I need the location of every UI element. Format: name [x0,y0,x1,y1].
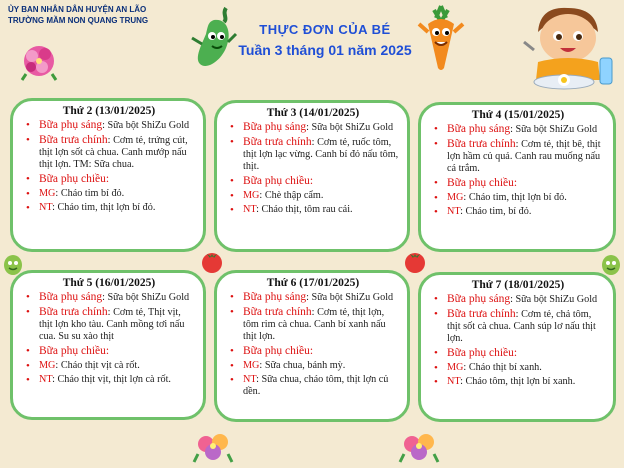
bullet-icon: • [230,306,234,318]
bullet-icon: • [26,202,30,214]
afternoon-item [431,347,605,360]
page-title-block [220,22,430,58]
afternoon-item [23,345,195,358]
day-card-title: Thứ 2 (13/01/2025) [62,105,156,117]
pea-icon [600,252,622,276]
meal-text: Cháo tim, thịt lợn bí đỏ. [468,192,567,203]
nt-item: • NT: Cháo thịt, tôm rau cải. [230,204,353,216]
group-label: NT [447,206,461,217]
flower-bouquet-icon [18,40,60,82]
mg-item: • MG: Chè thập cẩm. [230,190,324,202]
meal-text: Chè thập cẩm. [264,190,324,201]
group-label: MG [243,360,260,371]
meal-text: Cơm tẻ, ruốc tôm, thịt lợn lạc vừng. Canh bí đỏ nấu tôm, thịt. [243,137,399,172]
bullet-icon: • [230,204,234,216]
meal-text: Cơm tẻ, thịt lợn, tôm rim cà chua. Canh bí xanh nấu thịt lợn. [243,307,386,342]
meal-text: Cháo tim bí đỏ. [60,188,125,199]
breakfast-item: • Bữa phụ sáng: Sữa bột ShiZu Gold [230,121,394,133]
breakfast-item: • Bữa phụ sáng: Sữa bột ShiZu Gold [26,291,190,303]
bullet-icon: • [434,177,438,189]
meal-label: Bữa trưa chính [243,306,312,318]
bullet-icon: • [230,190,234,202]
bullet-icon: • [434,293,438,305]
meal-text: Cháo thịt bí xanh. [468,362,542,373]
bullet-icon: • [434,308,438,320]
pepper-character-icon [188,4,240,72]
mg-item: • MG: Cháo tim, thịt lợn bí đỏ. [434,192,567,204]
group-label: MG [39,360,56,371]
meal-text: Cơm tẻ, chả tôm, thịt sốt cà chua. Canh súp lơ nấu thịt lợn. [447,309,596,344]
meal-label: Bữa phụ chiều: [447,177,518,189]
bullet-icon: • [26,119,30,131]
meal-text: Cơm tẻ, thịt bê, thịt lợn hầm củ quả. Canh rau muống nấu cá trắm. [447,139,601,174]
bullet-icon: • [434,362,438,374]
bullet-icon: • [230,121,234,133]
carrot-character-icon [416,2,466,74]
day-card-title: Thứ 7 (18/01/2025) [471,279,565,291]
meal-label: Bữa trưa chính [243,136,312,148]
mg-item: • MG: Sữa chua, bánh mỳ. [230,360,346,372]
org-line-1: ỦY BAN NHÂN DÂN HUYỆN AN LÃO [8,5,147,14]
group-label: MG [39,188,56,199]
nt-item: • NT: Cháo thịt vịt, thịt lợn cà rốt. [26,374,171,386]
bullet-icon: • [26,374,30,386]
lunch-item: • Bữa trưa chính: Cơm tẻ, chả tôm, thịt sốt cà chua. Canh súp lơ nấu thịt lợn. [434,308,596,344]
meal-text: Cơm tẻ, trứng cút, thịt lợn sốt cà chua. Canh mướp nấu thịt lợn. TM: Sữa chua. [39,135,188,170]
bullet-icon: • [26,291,30,303]
group-label: MG [447,362,464,373]
meal-text: Cháo tim, thịt lợn bí đỏ. [57,202,156,213]
meal-text: Cháo tim, bí đỏ. [465,206,532,217]
bullet-icon: • [26,134,30,146]
meal-label: Bữa phụ chiều: [243,345,314,357]
meal-text: Cơm tẻ, Thịt vịt, thịt lợn kho tàu. Canh mồng tơi nấu cua. Su su xào thịt [39,307,185,342]
bullet-icon: • [230,345,234,357]
meal-text: Sữa bột ShiZu Gold [311,292,394,303]
flower-bouquet-icon [398,424,440,466]
meal-label: Bữa phụ chiều: [39,345,110,357]
lunch-item: • Bữa trưa chính: Cơm tẻ, thịt lợn, tôm rim cà chua. Canh bí xanh nấu thịt lợn. [230,306,386,342]
bullet-icon: • [434,376,438,388]
mg-item: • MG: Cháo thịt bí xanh. [434,362,542,374]
meal-label: Bữa trưa chính [39,134,108,146]
meal-text: Cháo tôm, thịt lợn bí xanh. [465,376,576,387]
day-card-saturday [418,272,616,422]
meal-text: Sữa chua, bánh mỳ. [264,360,346,371]
group-label: MG [447,192,464,203]
day-card-title: Thứ 5 (16/01/2025) [62,277,156,289]
bullet-icon: • [230,136,234,148]
org-line-2: TRƯỜNG MẦM NON QUANG TRUNG [8,16,149,25]
afternoon-item [23,173,195,186]
lunch-item: • Bữa trưa chính: Cơm tẻ, thịt bê, thịt lợn hầm củ quả. Canh rau muống nấu cá trắm. [434,138,601,174]
meal-text: Sữa bột ShiZu Gold [515,294,598,305]
meal-label: Bữa trưa chính [447,308,516,320]
meal-text: Sữa chua, cháo tôm, thịt lợn củ dền. [243,374,389,397]
meal-label: Bữa phụ sáng [243,121,307,133]
meal-label: Bữa phụ chiều: [243,175,314,187]
day-card-friday [214,270,410,422]
group-label: MG [243,190,260,201]
bullet-icon: • [434,123,438,135]
meal-label: Bữa phụ sáng [447,293,511,305]
afternoon-item [227,345,399,358]
mg-item: • MG: Cháo thịt vịt cà rốt. [26,360,140,372]
meal-label: Bữa phụ sáng [447,123,511,135]
bullet-icon: • [230,374,234,386]
group-label: NT [243,204,257,215]
bullet-icon: • [434,138,438,150]
meal-text: Sữa bột ShiZu Gold [515,124,598,135]
day-card-wednesday [418,102,616,252]
boy-eating-icon [516,2,620,94]
bullet-icon: • [26,360,30,372]
bullet-icon: • [230,175,234,187]
nt-item: • NT: Cháo tôm, thịt lợn bí xanh. [434,376,576,388]
flower-bouquet-icon [192,424,234,466]
nt-item: • NT: Cháo tim, bí đỏ. [434,206,532,218]
page-title: THỰC ĐƠN CỦA BÉ [259,22,391,37]
afternoon-item [227,175,399,188]
meal-text: Sữa bột ShiZu Gold [107,120,190,131]
day-card-tuesday [214,100,410,252]
bullet-icon: • [230,291,234,303]
group-label: NT [243,374,257,385]
bullet-icon: • [434,347,438,359]
breakfast-item: • Bữa phụ sáng: Sữa bột ShiZu Gold [230,291,394,303]
breakfast-item: • Bữa phụ sáng: Sữa bột ShiZu Gold [26,119,190,131]
tomato-icon [402,248,428,274]
breakfast-item: • Bữa phụ sáng: Sữa bột ShiZu Gold [434,293,598,305]
day-card-thursday [10,270,206,420]
meal-text: Sữa bột ShiZu Gold [311,122,394,133]
bullet-icon: • [26,345,30,357]
bullet-icon: • [26,306,30,318]
bullet-icon: • [434,206,438,218]
meal-label: Bữa phụ sáng [243,291,307,303]
lunch-item: • Bữa trưa chính: Cơm tẻ, ruốc tôm, thịt lợn lạc vừng. Canh bí đỏ nấu tôm, thịt. [230,136,399,172]
group-label: NT [39,202,53,213]
nt-item: • NT: Cháo tim, thịt lợn bí đỏ. [26,202,156,214]
bullet-icon: • [230,360,234,372]
nt-item: • NT: Sữa chua, cháo tôm, thịt lợn củ dền. [230,374,389,397]
meal-text: Cháo thịt, tôm rau cải. [261,204,353,215]
meal-label: Bữa trưa chính [39,306,108,318]
group-label: NT [39,374,53,385]
meal-label: Bữa phụ chiều: [39,173,110,185]
bullet-icon: • [26,188,30,200]
meal-text: Cháo thịt vịt, thịt lợn cà rốt. [57,374,171,385]
bullet-icon: • [26,173,30,185]
day-card-title: Thứ 6 (17/01/2025) [266,277,360,289]
day-card-title: Thứ 4 (15/01/2025) [471,109,565,121]
meal-text: Sữa bột ShiZu Gold [107,292,190,303]
tomato-icon [199,248,225,274]
meal-label: Bữa trưa chính [447,138,516,150]
lunch-item: • Bữa trưa chính: Cơm tẻ, Thịt vịt, thịt lợn kho tàu. Canh mồng tơi nấu cua. Su su xào thịt [26,306,185,342]
lunch-item: • Bữa trưa chính: Cơm tẻ, trứng cút, thịt lợn sốt cà chua. Canh mướp nấu thịt lợn. TM: Sữa chua. [26,134,188,170]
meal-text: Cháo thịt vịt cà rốt. [60,360,140,371]
afternoon-item [431,177,605,190]
day-card-title: Thứ 3 (14/01/2025) [266,107,360,119]
bullet-icon: • [434,192,438,204]
meal-label: Bữa phụ chiều: [447,347,518,359]
day-card-monday [10,98,206,252]
breakfast-item: • Bữa phụ sáng: Sữa bột ShiZu Gold [434,123,598,135]
meal-label: Bữa phụ sáng [39,291,103,303]
meal-label: Bữa phụ sáng [39,119,103,131]
mg-item: • MG: Cháo tim bí đỏ. [26,188,125,200]
page-subtitle: Tuần 3 tháng 01 năm 2025 [238,42,412,58]
school-name [8,4,148,26]
group-label: NT [447,376,461,387]
